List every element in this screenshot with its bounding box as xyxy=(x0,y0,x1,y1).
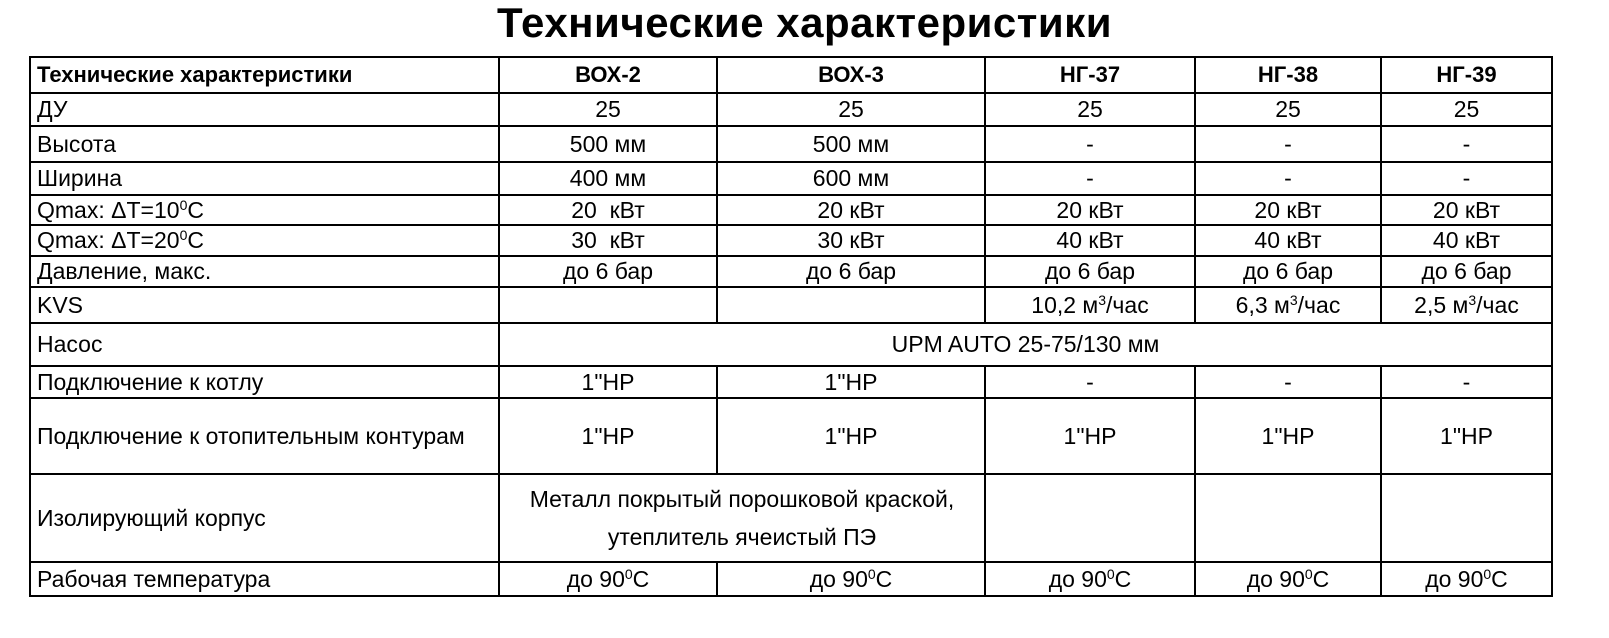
cell-text: С xyxy=(1114,565,1132,592)
table-cell: - xyxy=(1381,126,1552,162)
table-cell: 500 мм xyxy=(499,126,717,162)
cell-text: 2,5 м xyxy=(1414,291,1469,318)
table-cell: 25 xyxy=(985,93,1195,126)
table-cell: 20 кВт xyxy=(985,195,1195,225)
table-cell: 30 кВт xyxy=(499,225,717,256)
table-cell: 600 мм xyxy=(717,162,985,195)
table-cell: 25 xyxy=(1381,93,1552,126)
superscript: 0 xyxy=(1106,565,1115,582)
table-row xyxy=(30,366,1552,398)
table-row xyxy=(30,93,1552,126)
table-cell: 20 кВт xyxy=(499,195,717,225)
spec-table xyxy=(29,56,1553,597)
row-label xyxy=(30,225,499,256)
label-text: C xyxy=(187,227,204,253)
table-cell xyxy=(985,562,1195,596)
table-row xyxy=(30,126,1552,162)
cell-text: /час xyxy=(1106,291,1149,318)
table-row xyxy=(30,474,1552,562)
row-label: Изолирующий корпус xyxy=(30,474,499,562)
table-cell: 1"НР xyxy=(717,366,985,398)
table-row xyxy=(30,162,1552,195)
superscript: 0 xyxy=(867,565,876,582)
cell-text: С xyxy=(1312,565,1330,592)
table-cell: 400 мм xyxy=(499,162,717,195)
superscript: 3 xyxy=(1098,291,1107,308)
table-cell: - xyxy=(985,366,1195,398)
table-cell xyxy=(499,562,717,596)
table-cell: 25 xyxy=(717,93,985,126)
row-label: Рабочая температура xyxy=(30,562,499,596)
header-cell: Технические характеристики xyxy=(30,57,499,93)
table-cell: - xyxy=(1381,366,1552,398)
row-label: Подключение к котлу xyxy=(30,366,499,398)
table-cell: - xyxy=(985,126,1195,162)
table-cell: 25 xyxy=(499,93,717,126)
table-cell: 500 мм xyxy=(717,126,985,162)
superscript: 3 xyxy=(1289,291,1298,308)
table-header-row xyxy=(30,57,1552,93)
cell-text: до 90 xyxy=(1246,565,1305,592)
table-cell: 1"НР xyxy=(499,366,717,398)
superscript: 0 xyxy=(624,565,633,582)
table-cell: до 6 бар xyxy=(499,256,717,287)
table-cell xyxy=(1195,474,1381,562)
table-cell: - xyxy=(985,162,1195,195)
table-cell: - xyxy=(1195,366,1381,398)
table-cell-merged: Металл покрытый порошковой краской, утеплитель ячеистый ПЭ xyxy=(499,474,985,562)
table-cell: 20 кВт xyxy=(717,195,985,225)
cell-text: С xyxy=(875,565,893,592)
label-text: C xyxy=(187,196,204,223)
table-cell: 20 кВт xyxy=(1195,195,1381,225)
cell-text: 6,3 м xyxy=(1235,291,1290,318)
table-cell xyxy=(1381,474,1552,562)
table-cell: до 6 бар xyxy=(1381,256,1552,287)
table-row xyxy=(30,562,1552,596)
table-cell xyxy=(717,562,985,596)
page-title: Технические характеристики xyxy=(496,0,1113,46)
table-row xyxy=(30,398,1552,474)
table-cell xyxy=(499,287,717,323)
table-cell: - xyxy=(1195,126,1381,162)
row-label: ДУ xyxy=(30,93,499,126)
cell-text: до 90 xyxy=(1425,565,1484,592)
table-row xyxy=(30,287,1552,323)
table-cell: до 6 бар xyxy=(717,256,985,287)
label-text: Qmax: ΔT=10 xyxy=(37,196,180,223)
row-label: KVS xyxy=(30,287,499,323)
table-cell: 1"НР xyxy=(717,398,985,474)
header-cell: НГ-39 xyxy=(1381,57,1552,93)
table-cell xyxy=(1195,287,1381,323)
header-cell: ВОХ-2 xyxy=(499,57,717,93)
table-cell: до 6 бар xyxy=(985,256,1195,287)
superscript: 0 xyxy=(1304,565,1313,582)
table-cell: 40 кВт xyxy=(985,225,1195,256)
table-cell-merged: UPM AUTO 25-75/130 мм xyxy=(499,323,1552,366)
row-label: Ширина xyxy=(30,162,499,195)
cell-text: 10,2 м xyxy=(1031,291,1099,318)
row-label: Высота xyxy=(30,126,499,162)
superscript: 0 xyxy=(1483,565,1492,582)
cell-text: /час xyxy=(1476,291,1519,318)
cell-text: /час xyxy=(1297,291,1341,318)
cell-text: до 90 xyxy=(1048,565,1107,592)
table-cell: 20 кВт xyxy=(1381,195,1552,225)
table-cell xyxy=(717,287,985,323)
table-cell: 30 кВт xyxy=(717,225,985,256)
row-label xyxy=(30,195,499,225)
table-cell xyxy=(985,287,1195,323)
table-row xyxy=(30,195,1552,225)
table-cell: 1"НР xyxy=(985,398,1195,474)
table-cell: 40 кВт xyxy=(1381,225,1552,256)
table-row xyxy=(30,225,1552,256)
table-cell xyxy=(1381,562,1552,596)
header-cell: ВОХ-3 xyxy=(717,57,985,93)
superscript: 3 xyxy=(1468,291,1477,308)
table-row xyxy=(30,256,1552,287)
table-cell: 1"НР xyxy=(499,398,717,474)
table-cell xyxy=(985,474,1195,562)
table-cell: 1"НР xyxy=(1381,398,1552,474)
table-cell: 25 xyxy=(1195,93,1381,126)
table-cell: 40 кВт xyxy=(1195,225,1381,256)
table-cell xyxy=(1381,287,1552,323)
table-cell: - xyxy=(1381,162,1552,195)
table-row xyxy=(30,323,1552,366)
cell-text: до 90 xyxy=(809,565,868,592)
cell-text: до 90 xyxy=(566,565,625,592)
header-cell: НГ-37 xyxy=(985,57,1195,93)
table-cell: - xyxy=(1195,162,1381,195)
table-cell: до 6 бар xyxy=(1195,256,1381,287)
row-label: Насос xyxy=(30,323,499,366)
table-cell xyxy=(1195,562,1381,596)
row-label: Подключение к отопительным контурам xyxy=(30,398,499,474)
table-cell: 1"НР xyxy=(1195,398,1381,474)
header-cell: НГ-38 xyxy=(1195,57,1381,93)
label-text: Qmax: ΔT=20 xyxy=(37,227,180,253)
cell-text: С xyxy=(1491,565,1508,592)
superscript: 0 xyxy=(179,227,188,243)
superscript: 0 xyxy=(179,196,188,213)
row-label: Давление, макс. xyxy=(30,256,499,287)
cell-text: С xyxy=(632,565,650,592)
